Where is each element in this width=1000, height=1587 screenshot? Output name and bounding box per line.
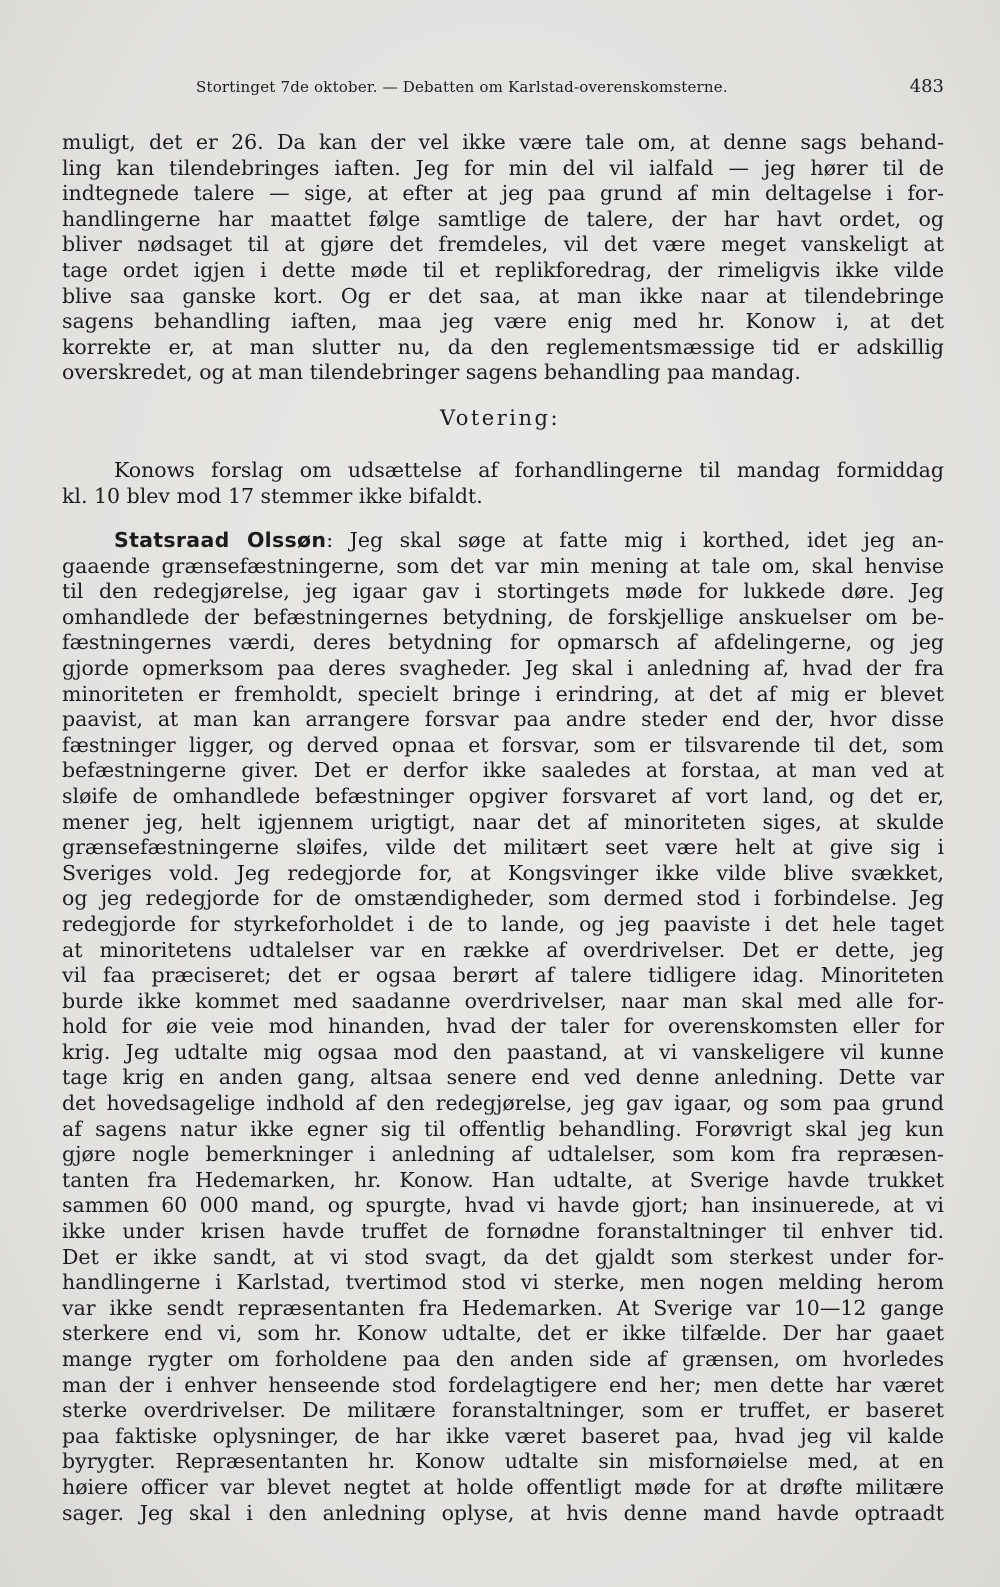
text-line: krig. Jeg udtalte mig ogsaa mod den paastand, at vi vanskeligere vil kunne [62,1039,944,1064]
text-line: bliver nødsaget til at gjøre det fremdeles, vil det være meget vanskeligt at [62,232,944,257]
text-line: paa faktiske oplysninger, de har ikke været baseret paa, hvad jeg vil kalde [62,1423,944,1448]
text-line: paavist, at man kan arrangere forsvar paa andre steder end der, hvor disse [62,707,944,732]
text-line-content: : Jeg skal søge at fatte mig i korthed, idet jeg an- [326,528,944,552]
text-line: og jeg redegjorde for de omstændigheder, som dermed stod i forbindelse. Jeg [62,886,944,911]
text-line: ling kan tilendebringes iaften. Jeg for min del vil ialfald — jeg hører til de [62,155,944,180]
text-line: befæstningerne giver. Det er derfor ikke saaledes at forstaa, at man ved at [62,758,944,783]
text-line [62,458,944,484]
text-line: sagens behandling iaften, maa jeg være enig med hr. Konow i, at det [62,309,944,334]
text-line-content: Konows forslag om udsættelse af forhandlingerne til mandag formiddag [114,458,944,482]
text-line: sammen 60 000 mand, og spurgte, hvad vi havde gjort; han insinuerede, at vi [62,1193,944,1218]
text-line: blive saa ganske kort. Og er det saa, at man ikke naar at tilendebringe [62,283,944,308]
text-line: at minoritetens udtalelser var en række af overdrivelser. Det er dette, jeg [62,937,944,962]
text-line: man der i enhver henseende stod fordelagtigere end her; men dette har været [62,1372,944,1397]
text-line [62,528,944,554]
text-line: det hovedsagelige indhold af den redegjørelse, jeg gav igaar, og som paa grund [62,1091,944,1116]
text-line: fæstninger ligger, og derved opnaa et forsvar, som er tilsvarende til det, som [62,732,944,757]
text-line: til den redegjørelse, jeg igaar gav i stortingets møde for lukkede døre. Jeg [62,579,944,604]
text-line: minoriteten er fremholdt, specielt bringe i erindring, at det af mig er blevet [62,681,944,706]
header-title: Stortinget 7de oktober. — Debatten om Karlstad-overenskomsterne. [196,78,728,96]
text-line: ikke under krisen havde truffet de fornødne foranstaltninger til enhver tid. [62,1219,944,1244]
text-line: redegjorde for styrkeforholdet i de to lande, og jeg paaviste i det hele taget [62,911,944,936]
text-line: grænsefæstningerne sløifes, vilde det militært seet være helt at give sig i [62,835,944,860]
text-line: gjøre nogle bemerkninger i anledning af udtalelser, som kom fra repræsen- [62,1142,944,1167]
text-line: var ikke sendt repræsentanten fra Hedemarken. At Sverige var 10—12 gange [62,1295,944,1320]
text-line: sløife de omhandlede befæstninger opgiver forsvaret af vort land, og det er, [62,783,944,808]
text-line: mange rygter om forholdene paa den anden side af grænsen, om hvorledes [62,1347,944,1371]
text-line: Det er ikke sandt, at vi stod svagt, da det gjaldt som sterkest under for- [62,1244,944,1269]
paragraph-continued [62,130,944,386]
text-line: tage ordet igjen i dette møde til et replikforedrag, der rimeligvis ikke vilde [62,257,944,282]
text-line: handlingerne i Karlstad, tvertimod stod vi sterke, men nogen melding herom [62,1270,944,1295]
text-line: omhandlede der befæstningernes betydning, de forskjellige anskuelser om be- [62,604,944,629]
text-line: kl. 10 blev mod 17 stemmer ikke bifaldt. [62,483,483,508]
text-line: sager. Jeg skal i den anledning oplyse, at hvis denne mand havde optraadt [62,1500,944,1525]
votering-heading: Votering: [439,406,561,430]
text-line: handlingerne har maattet følge samtlige de talere, der har havt ordet, og [62,206,944,231]
text-line: tanten fra Hedemarken, hr. Konow. Han udtalte, at Sverige havde trukket [62,1167,944,1192]
text-line: tage krig en anden gang, altsaa senere end ved denne anledning. Dette var [62,1065,944,1090]
text-line: gaaende grænsefæstningerne, som det var min mening at tale om, skal henvise [62,553,944,578]
text-line: Sveriges vold. Jeg redegjorde for, at Kongsvinger ikke vilde blive svækket, [62,860,944,885]
text-line: sterke overdrivelser. De militære foranstaltninger, som er truffet, er baseret [62,1398,944,1423]
text-line: burde ikke kommet med saadanne overdrivelser, naar man skal med alle for- [62,988,944,1013]
speech-paragraph [62,528,944,1526]
text-line: gjorde opmerksom paa deres svagheder. Jeg skal i anledning af, hvad der fra [62,655,944,680]
text-line: mener jeg, helt igjennem urigtigt, naar det af minoriteten siges, at skulde [62,809,944,834]
text-line: fæstningernes værdi, deres betydning for opmarsch af afdelingerne, og jeg [62,630,944,655]
votering-paragraph [62,458,944,509]
text-line: byrygter. Repræsentanten hr. Konow udtalte sin misfornøielse med, at en [62,1449,944,1474]
text-line: høiere officer var blevet negtet at holde offentligt møde for at drøfte militære [62,1474,944,1499]
text-line: sterkere end vi, som hr. Konow udtalte, det er ikke tilfælde. Der har gaaet [62,1321,944,1346]
speaker-name: Statsraad Olssøn [114,528,327,552]
text-line: hold for øie veie mod hinanden, hvad der taler for overenskomsten eller for [62,1014,944,1039]
text-line: vil faa præciseret; det er ogsaa berørt af talere tidligere idag. Minoriteten [62,963,944,988]
text-line: indtegnede talere — sige, at efter at jeg paa grund af min deltagelse i for- [62,181,944,206]
running-header [62,78,944,102]
text-line: overskredet, og at man tilendebringer sagens behandling paa mandag. [62,360,801,385]
text-line: af sagens natur ikke egner sig til offentlig behandling. Forøvrigt skal jeg kun [62,1116,944,1141]
page-number: 483 [909,76,944,97]
text-line: muligt, det er 26. Da kan der vel ikke være tale om, at denne sags behand- [62,130,944,154]
text-line: korrekte er, at man slutter nu, da den reglementsmæssige tid er adskillig [62,334,944,359]
